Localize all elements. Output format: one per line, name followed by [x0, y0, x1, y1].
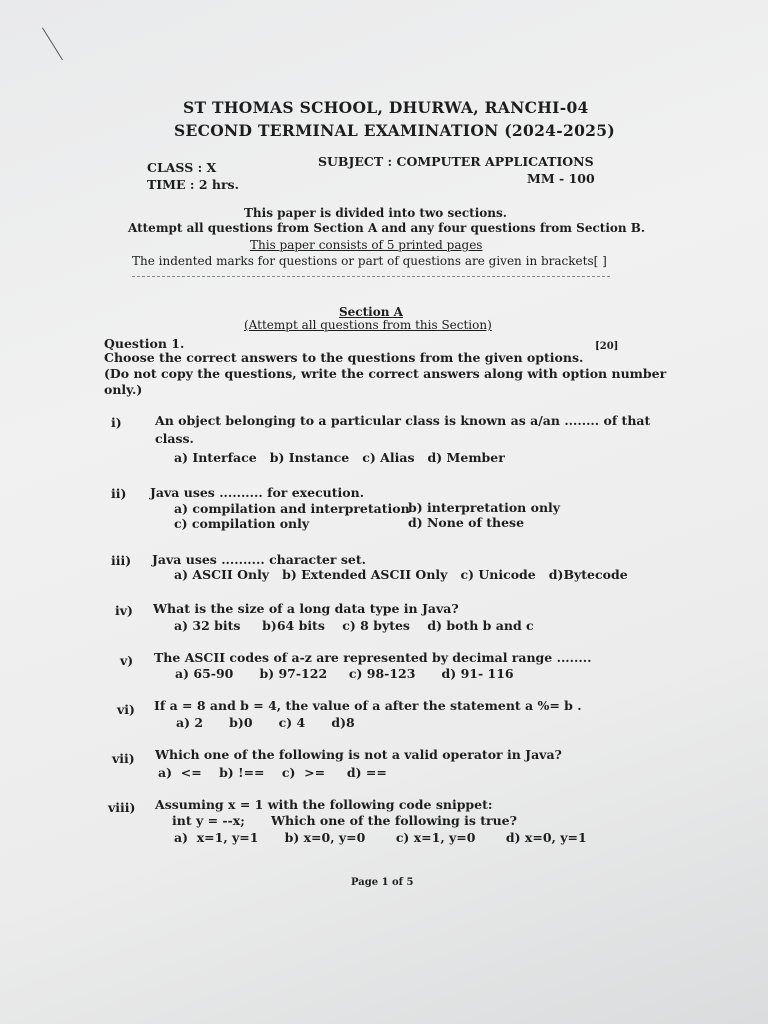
item-number: i): [111, 415, 122, 430]
item-stem-cont: class.: [155, 431, 194, 446]
item-options: a) 2 b)0 c) 4 d)8: [176, 715, 355, 730]
question-marks: [20]: [595, 341, 619, 352]
max-marks: MM - 100: [527, 171, 595, 186]
item-stem: Java uses .......... for execution.: [150, 485, 365, 500]
item-number: iv): [115, 603, 133, 618]
item-stem: Assuming x = 1 with the following code snippet:: [155, 797, 493, 812]
instruction-marks: The indented marks for questions or part of questions are given in brackets[ ]: [132, 254, 607, 268]
option-d: d) None of these: [408, 515, 525, 530]
item-options: a) ASCII Only b) Extended ASCII Only c) Unicode d)Bytecode: [174, 567, 628, 582]
item-stem: If a = 8 and b = 4, the value of a after the statement a %= b .: [154, 698, 582, 713]
question-note-end: only.): [104, 382, 143, 397]
school-name: ST THOMAS SCHOOL, DHURWA, RANCHI-04: [183, 98, 589, 117]
item-stem: Java uses .......... character set.: [152, 552, 366, 567]
subject-label: SUBJECT : COMPUTER APPLICATIONS: [318, 154, 594, 169]
time-label: TIME : 2 hrs.: [147, 177, 239, 192]
instruction-pages: This paper consists of 5 printed pages: [250, 238, 483, 252]
item-stem: What is the size of a long data type in Java?: [153, 601, 459, 616]
item-number: iii): [111, 553, 132, 568]
item-stem: Which one of the following is not a valid operator in Java?: [155, 747, 562, 762]
instruction-attempt: Attempt all questions from Section A and any four questions from Section B.: [128, 221, 646, 235]
option-b: b) interpretation only: [408, 500, 561, 515]
item-stem: An object belonging to a particular class is known as a/an ........ of that: [155, 413, 651, 428]
option-a: a) compilation and interpretation: [174, 501, 410, 516]
item-number: vi): [117, 702, 135, 717]
item-number: viii): [108, 800, 136, 815]
item-options: a) <= b) !== c) >= d) ==: [158, 765, 387, 780]
item-stem-code: int y = --x; Which one of the following is true?: [172, 813, 517, 828]
class-label: CLASS : X: [147, 160, 217, 175]
instruction-sections: This paper is divided into two sections.: [244, 206, 507, 220]
question-instruction: Choose the correct answers to the questions from the given options.: [104, 350, 584, 365]
question-note: (Do not copy the questions, write the correct answers along with option number: [104, 366, 667, 381]
item-number: vii): [112, 751, 135, 766]
item-options: a) 32 bits b)64 bits c) 8 bytes d) both b and c: [174, 618, 534, 633]
item-number: v): [120, 653, 134, 668]
section-subtitle: (Attempt all questions from this Section): [244, 318, 492, 332]
paper-crease: [42, 27, 63, 60]
item-number: ii): [111, 486, 127, 501]
item-options: a) 65-90 b) 97-122 c) 98-123 d) 91- 116: [175, 666, 514, 681]
header-divider: [132, 276, 610, 277]
item-options: a) Interface b) Instance c) Alias d) Member: [174, 450, 505, 465]
page-number: Page 1 of 5: [351, 877, 414, 888]
item-options: a) x=1, y=1 b) x=0, y=0 c) x=1, y=0 d) x=0, y=1: [174, 830, 587, 845]
exam-title: SECOND TERMINAL EXAMINATION (2024-2025): [174, 121, 615, 140]
question-label: Question 1.: [104, 336, 185, 351]
option-c: c) compilation only: [174, 516, 310, 531]
item-stem: The ASCII codes of a-z are represented by decimal range ........: [154, 650, 592, 665]
section-title: Section A: [339, 305, 403, 319]
